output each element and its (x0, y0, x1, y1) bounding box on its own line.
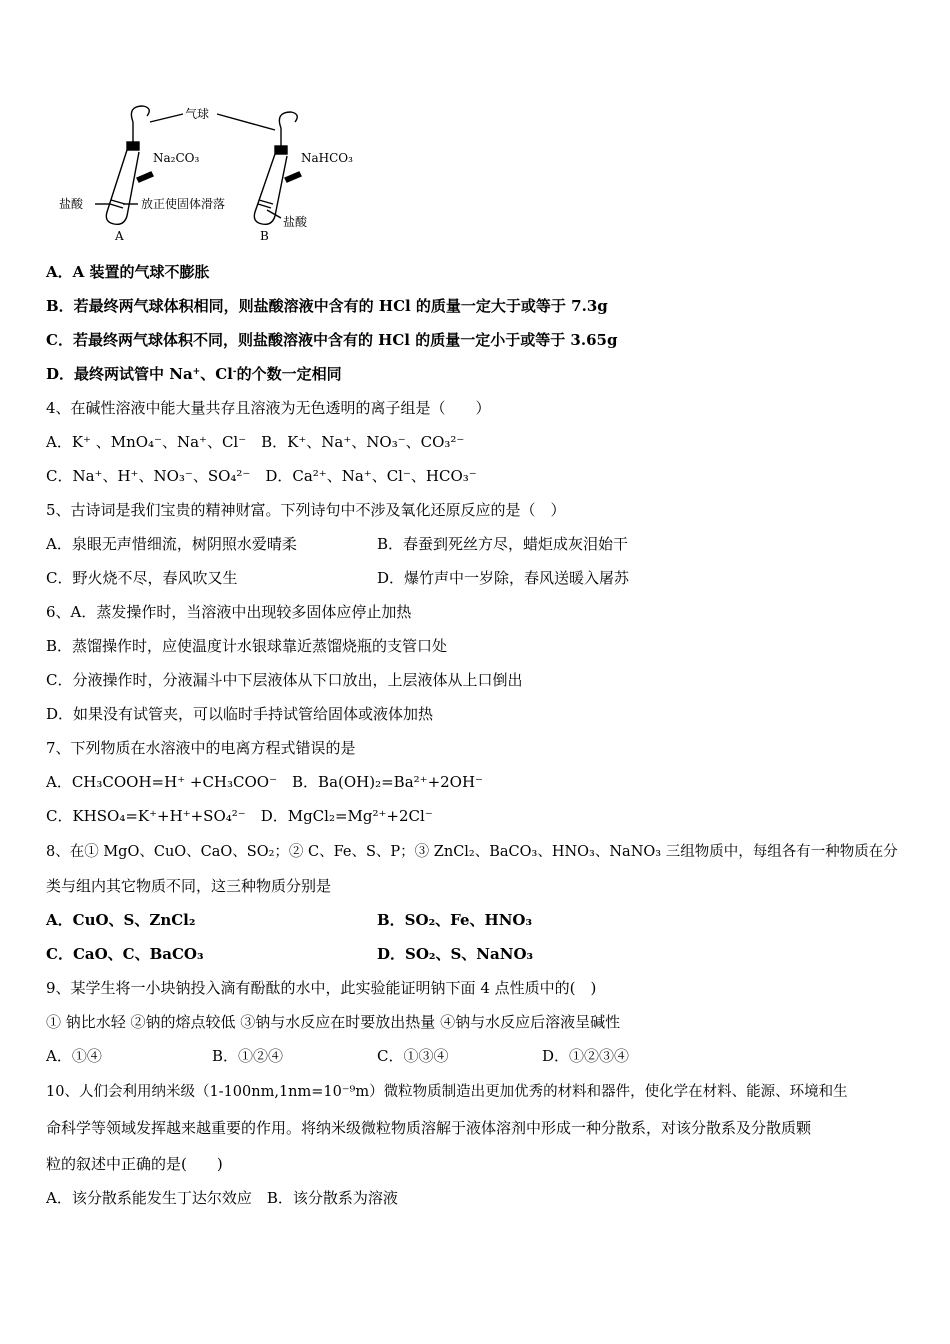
q10-stem-line3: 粒的叙述中正确的是( ) (46, 1155, 223, 1173)
q3-d-sup1: + (192, 367, 201, 377)
q6-option-b: B．蒸馏操作时，应使温度计水银球靠近蒸馏烧瓶的支管口处 (46, 637, 448, 655)
q7-options-ab: A．CH₃COOH=H⁺ +CH₃COO⁻ B．Ba(OH)₂=Ba²⁺+2OH⁻ (46, 773, 483, 791)
q9-option-d: D．①②③④ (542, 1047, 630, 1065)
q9-option-a: A．①④ (46, 1047, 102, 1065)
q9-stem: 9、某学生将一小块钠投入滴有酚酞的水中，此实验能证明钠下面 4 点性质中的( ) (46, 979, 597, 997)
q5-option-b: B．春蚕到死丝方尽，蜡炬成灰泪始干 (377, 535, 629, 553)
acid-label-a: 盐酸 (59, 197, 84, 211)
q10-stem-line2: 命科学等领域发挥越来越重要的作用。将纳米级微粒物质溶解于液体溶剂中形成一种分散系，对该分散系及分散质颗 (46, 1119, 812, 1137)
q3-option-b: B．若最终两气球体积相同，则盐酸溶液中含有的 HCl 的质量一定大于或等于 7.3g (46, 297, 608, 315)
tube-a-reagent: Na₂CO₃ (153, 151, 200, 165)
q5-option-d: D．爆竹声中一岁除，春风送暖入屠苏 (377, 569, 630, 587)
q8-option-b: B．SO₂、Fe、HNO₃ (377, 911, 533, 929)
q8-stem-line2: 类与组内其它物质不同，这三种物质分别是 (46, 877, 332, 895)
tube-b-reagent: NaHCO₃ (301, 151, 353, 165)
q8-option-c: C．CaO、C、BaCO₃ (46, 945, 204, 963)
q3-d-mid: 、Cl (200, 365, 233, 383)
q9-option-c: C．①③④ (377, 1047, 449, 1065)
q4-stem: 4、在碱性溶液中能大量共存且溶液为无色透明的离子组是（ ） (46, 399, 491, 417)
q3-option-a: A．A 装置的气球不膨胀 (46, 263, 210, 281)
q6-option-c: C．分液操作时，分液漏斗中下层液体从下口放出，上层液体从上口倒出 (46, 671, 523, 689)
q6-option-a: 6、A．蒸发操作时，当溶液中出现较多固体应停止加热 (46, 603, 412, 621)
q3-option-d (46, 364, 906, 384)
q5-option-a: A．泉眼无声惜细流，树阴照水爱晴柔 (46, 535, 297, 553)
experiment-figure (55, 100, 365, 250)
q5-option-c: C．野火烧不尽，春风吹又生 (46, 569, 238, 587)
q3-d-sup2: - (232, 367, 237, 377)
acid-label-b: 盐酸 (283, 215, 308, 229)
q5-stem: 5、古诗词是我们宝贵的精神财富。下列诗句中不涉及氧化还原反应的是（ ） (46, 501, 566, 519)
test-tube-diagram (55, 100, 365, 250)
q8-stem-line1: 8、在① MgO、CuO、CaO、SO₂；② C、Fe、S、P；③ ZnCl₂、BaCO₃、HNO₃、NaNO₃ 三组物质中，每组各有一种物质在分 (46, 844, 898, 860)
q4-options-cd: C．Na⁺、H⁺、NO₃⁻、SO₄²⁻ D．Ca²⁺、Na⁺、Cl⁻、HCO₃⁻ (46, 467, 477, 485)
q8-option-a: A．CuO、S、ZnCl₂ (46, 911, 196, 929)
tube-b-name: B (260, 229, 269, 243)
q7-stem: 7、下列物质在水溶液中的电离方程式错误的是 (46, 739, 356, 757)
tube-a-name: A (115, 229, 124, 243)
q10-stem-line1: 10、人们会利用纳米级（1-100nm,1nm=10⁻⁹m）微粒物质制造出更加优秀的材料和器件，使化学在材料、能源、环境和生 (46, 1084, 848, 1100)
balloon-label: 气球 (185, 107, 210, 121)
q10-options-ab: A．该分散系能发生丁达尔效应 B．该分散系为溶液 (46, 1189, 398, 1207)
q9-properties: ① 钠比水轻 ②钠的熔点较低 ③钠与水反应在时要放出热量 ④钠与水反应后溶液呈碱性 (46, 1013, 621, 1031)
q7-options-cd: C．KHSO₄=K⁺+H⁺+SO₄²⁻ D．MgCl₂=Mg²⁺+2Cl⁻ (46, 807, 433, 825)
q8-option-d: D．SO₂、S、NaNO₃ (377, 945, 534, 963)
note-label: 放正使固体滑落 (141, 197, 226, 211)
q4-options-ab: A．K⁺ 、MnO₄⁻、Na⁺、Cl⁻ B．K⁺、Na⁺、NO₃⁻、CO₃²⁻ (46, 433, 465, 451)
q3-option-c: C．若最终两气球体积不同，则盐酸溶液中含有的 HCl 的质量一定小于或等于 3.65g (46, 331, 618, 349)
q3-d-pre: D．最终两试管中 Na (46, 365, 193, 383)
q6-option-d: D．如果没有试管夹，可以临时手持试管给固体或液体加热 (46, 705, 434, 723)
q9-option-b: B．①②④ (212, 1047, 284, 1065)
q3-d-post: 的个数一定相同 (236, 365, 342, 383)
